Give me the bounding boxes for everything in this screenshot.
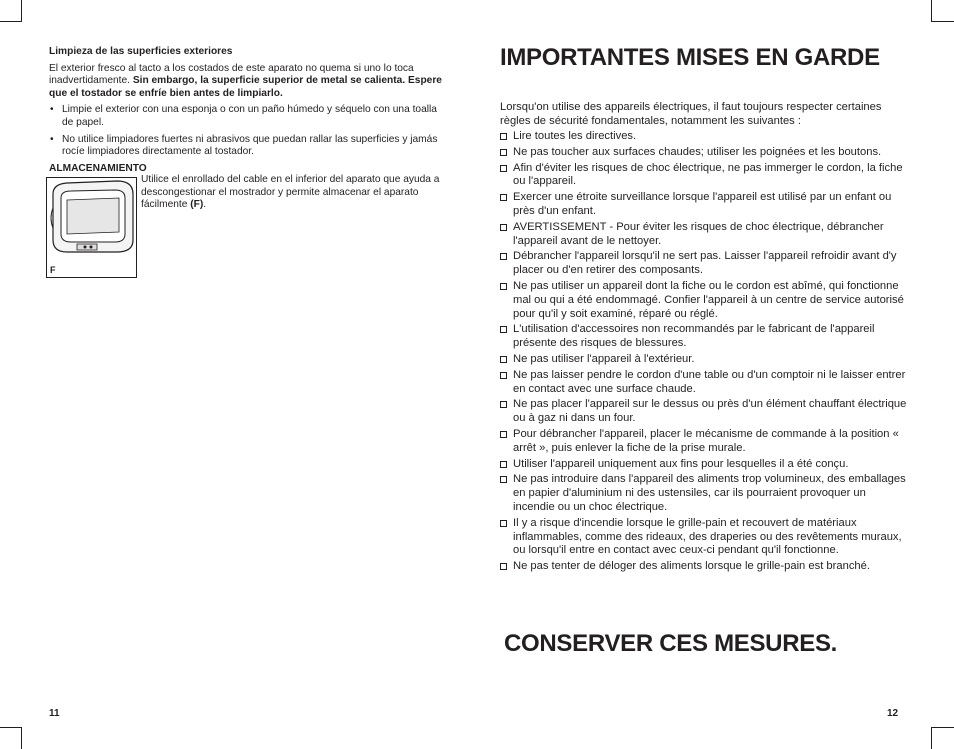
list-item (500, 146, 910, 160)
crop-mark (931, 727, 932, 749)
item-text: Pour débrancher l'appareil, placer le mécanisme de commande à la position « arrêt », puis enlever la fiche de la prise murale. (513, 427, 899, 454)
checkbox-bullet-icon (500, 356, 507, 363)
crop-mark (932, 727, 954, 728)
item-text: Exercer une étroite surveillance lorsque l'appareil est utilisé par un enfant ou près d'un enfant. (513, 191, 892, 217)
list-item (500, 458, 910, 472)
list-item (500, 130, 910, 144)
list-item (500, 250, 910, 278)
checkbox-bullet-icon (500, 326, 507, 333)
list-item (500, 323, 910, 351)
storage-figure-ref: (F) (190, 199, 204, 211)
page-number-left: 11 (49, 708, 60, 719)
item-text: Débrancher l'appareil lorsqu'il ne sert pas. Laisser l'appareil refroidir avant d'y placer ou d'en retirer des composants. (513, 250, 897, 277)
left-page-content (49, 46, 447, 179)
page-number-right: 12 (887, 708, 899, 719)
crop-mark (931, 0, 932, 22)
bullet-text: Limpie el exterior con una esponja o con un paño húmedo y séquelo con una toalla de papel. (62, 104, 437, 128)
checkbox-bullet-icon (500, 283, 507, 290)
item-text: Ne pas toucher aux surfaces chaudes; utiliser les poignées et les boutons. (513, 145, 882, 158)
checkbox-bullet-icon (500, 224, 507, 231)
checkbox-bullet-icon (500, 563, 507, 570)
intro-paragraph: Lorsqu'on utilise des appareils électriques, il faut toujours respecter certaines règles de sécurité fondamentales, notamment les suivantes : (500, 101, 882, 127)
bullet-text: No utilice limpiadores fuertes ni abrasivos que puedan rallar las superficies y jamás rocíe limpiadores directamente al tostador. (62, 133, 438, 158)
list-item (500, 280, 910, 321)
cleaning-bullets (49, 104, 447, 158)
list-item (500, 221, 910, 249)
checkbox-bullet-icon (500, 476, 507, 483)
item-text: Il y a risque d'incendie lorsque le grille-pain et recouvert de matériaux inflammables, comme des rideaux, des draperies ou des revêtements muraux, ou lorsqu'il entre en contact avec ceux-ci pendant qu'il fonctionne. (513, 516, 902, 557)
list-item (500, 517, 910, 558)
storage-text-end: . (203, 199, 207, 211)
checkbox-bullet-icon (500, 133, 507, 140)
checkbox-bullet-icon (500, 461, 507, 468)
checkbox-bullet-icon (500, 431, 507, 438)
item-text: Ne pas tenter de déloger des aliments lorsque le grille-pain est branché. (513, 560, 870, 573)
crop-mark (0, 727, 22, 728)
list-item (49, 104, 447, 129)
list-item (500, 398, 910, 426)
checkbox-bullet-icon (500, 401, 507, 408)
cleaning-text: El exterior fresco al tacto a los costados de este aparato no quema si uno lo toca inadvertidamente. (49, 62, 414, 87)
figure-label: F (50, 265, 56, 275)
crop-mark (21, 727, 22, 749)
list-item (500, 369, 910, 397)
item-text: Ne pas utiliser un appareil dont la fiche ou le cordon est abîmé, qui fonctionne mal ou qui a été endommagé. Confier l'appareil à un centre de service autorisé pour qu'il y soit examiné, réparé ou réglé. (513, 279, 904, 320)
storage-text: Utilice el enrollado del cable en el inferior del aparato que ayuda a descongestionar el mostrador y permite almacenar el aparato fácilmente (141, 174, 440, 211)
item-text: L'utilisation d'accessoires non recommandés par le fabricant de l'appareil présente des risques de blessures. (513, 323, 875, 350)
storage-heading: ALMACENAMIENTO (49, 162, 147, 174)
item-text: Ne pas placer l'appareil sur le dessus ou près d'un élément chauffant électrique ou à gaz ni dans un four. (513, 398, 907, 425)
crop-mark (21, 0, 22, 22)
item-text: Utiliser l'appareil uniquement aux fins pour lesquelles il a été conçu. (513, 457, 849, 470)
list-item (500, 560, 910, 574)
closing-heading: CONSERVER CES MESURES. (504, 630, 838, 657)
checkbox-bullet-icon (500, 149, 507, 156)
item-text: Afin d'éviter les risques de choc électrique, ne pas immerger le cordon, la fiche ou l'appareil. (513, 161, 903, 188)
bullet-icon: • (50, 104, 54, 116)
list-item (500, 428, 910, 456)
list-item (500, 353, 910, 367)
item-text: Ne pas laisser pendre le cordon d'une table ou d'un comptoir ni le laisser entrer en contact avec une surface chaude. (513, 368, 906, 395)
crop-mark (0, 21, 22, 22)
checkbox-bullet-icon (500, 194, 507, 201)
safety-list (500, 130, 910, 576)
checkbox-bullet-icon (500, 520, 507, 527)
crop-mark (932, 21, 954, 22)
checkbox-bullet-icon (500, 372, 507, 379)
page-title: IMPORTANTES MISES EN GARDE (500, 44, 880, 71)
storage-paragraph (141, 174, 447, 212)
cleaning-heading: Limpieza de las superficies exteriores (49, 46, 233, 57)
item-text: Ne pas introduire dans l'appareil des aliments trop volumineux, des emballages en papier d'aluminium ni des ustensiles, car ils pourraient provoquer un incendie ou un choc électrique. (513, 473, 906, 513)
checkbox-bullet-icon (500, 253, 507, 260)
figure-f (46, 177, 137, 278)
item-text: Lire toutes les directives. (513, 130, 637, 142)
cleaning-warning: Sin embargo, la superficie superior de metal se calienta. Espere que el tostador se enfríe bien antes de limpiarlo. (49, 75, 442, 99)
cleaning-paragraph (49, 63, 447, 101)
toaster-underside-illustration (47, 178, 136, 258)
list-item (49, 134, 447, 159)
list-item (500, 473, 910, 514)
checkbox-bullet-icon (500, 165, 507, 172)
item-text: AVERTISSEMENT - Pour éviter les risques de choc électrique, débrancher l'appareil avant de le nettoyer. (513, 220, 884, 247)
item-text: Ne pas utiliser l'appareil à l'extérieur. (513, 352, 695, 365)
list-item (500, 191, 910, 219)
bullet-icon: • (50, 133, 54, 145)
list-item (500, 162, 910, 190)
